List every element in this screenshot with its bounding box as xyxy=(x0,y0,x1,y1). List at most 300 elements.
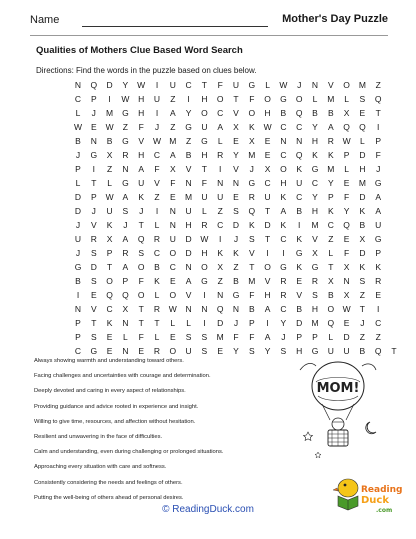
grid-letter: H xyxy=(280,178,287,188)
grid-letter: R xyxy=(122,248,129,258)
grid-letter: P xyxy=(90,94,97,104)
grid-letter: R xyxy=(280,276,287,286)
grid-letter: G xyxy=(311,346,319,356)
grid-letter: N xyxy=(217,178,224,188)
grid-letter: B xyxy=(296,206,303,216)
grid-letter: F xyxy=(201,178,207,188)
grid-letter: Z xyxy=(375,80,381,90)
grid-letter: I xyxy=(155,206,159,216)
grid-letter: V xyxy=(233,108,239,118)
grid-letter: B xyxy=(359,346,366,356)
grid-letter: B xyxy=(359,220,366,230)
grid-letter: M xyxy=(311,318,319,328)
grid-letter: O xyxy=(295,94,303,104)
grid-letter: Y xyxy=(280,318,287,328)
grid-letter: E xyxy=(296,276,303,286)
grid-letter: F xyxy=(217,80,223,90)
grid-letter: S xyxy=(233,206,239,216)
grid-letter: F xyxy=(138,276,144,286)
grid-letter: D xyxy=(217,318,224,328)
balloon-text: MOM! xyxy=(316,381,360,396)
grid-letter: K xyxy=(375,262,382,272)
grid-letter: B xyxy=(185,150,192,160)
worksheet-subtitle: Qualities of Mothers Clue Based Word Search xyxy=(36,45,243,56)
grid-letter: L xyxy=(123,332,128,342)
grid-letter: U xyxy=(264,192,271,202)
grid-letter: I xyxy=(203,290,206,300)
grid-letter: E xyxy=(343,318,350,328)
grid-letter: R xyxy=(217,150,224,160)
grid-letter: I xyxy=(155,108,159,118)
grid-letter: S xyxy=(201,332,208,342)
grid-letter: N xyxy=(122,346,129,356)
copyright-symbol: © xyxy=(162,504,170,515)
grid-letter: W xyxy=(342,304,351,314)
grid-letter: J xyxy=(233,234,239,244)
grid-letter: Q xyxy=(327,318,335,328)
grid-letter: J xyxy=(91,206,96,216)
grid-letter: K xyxy=(296,262,303,272)
grid-letter: N xyxy=(122,164,129,174)
grid-letter: O xyxy=(169,290,177,300)
grid-letter: E xyxy=(233,192,239,202)
grid-letter: W xyxy=(105,122,114,132)
grid-letter: O xyxy=(137,262,145,272)
grid-letter: D xyxy=(359,192,366,202)
grid-letter: F xyxy=(170,178,176,188)
grid-letter: E xyxy=(264,150,271,160)
grid-letter: B xyxy=(312,108,318,118)
grid-letter: Z xyxy=(359,290,365,300)
grid-letter: I xyxy=(377,122,380,132)
grid-letter: I xyxy=(282,248,285,258)
grid-letter: P xyxy=(75,164,81,174)
grid-letter: O xyxy=(169,248,177,258)
grid-letter: K xyxy=(359,206,366,216)
grid-letter: B xyxy=(75,276,81,286)
grid-letter: Z xyxy=(375,332,381,342)
grid-letter: F xyxy=(138,332,144,342)
grid-letter: M xyxy=(185,192,193,202)
grid-letter: E xyxy=(90,122,97,132)
grid-letter: Q xyxy=(295,108,303,118)
grid-letter: K xyxy=(217,248,224,258)
grid-letter: C xyxy=(311,178,319,188)
grid-letter: S xyxy=(138,248,145,258)
grid-letter: O xyxy=(327,304,335,314)
grid-letter: D xyxy=(232,220,240,230)
grid-letter: V xyxy=(264,276,271,286)
grid-letter: P xyxy=(375,248,382,258)
grid-letter: G xyxy=(201,136,208,146)
grid-letter: O xyxy=(343,80,350,90)
grid-letter: P xyxy=(248,318,255,328)
grid-letter: M xyxy=(106,108,114,118)
clue-item: Deeply devoted and caring in every aspect of relationships. xyxy=(34,388,186,395)
grid-letter: U xyxy=(185,206,192,216)
grid-letter: U xyxy=(375,220,382,230)
site-link[interactable]: ReadingDuck.com xyxy=(172,504,254,515)
grid-letter: Z xyxy=(185,136,192,146)
grid-letter: H xyxy=(311,136,319,146)
grid-letter: B xyxy=(327,290,334,300)
grid-letter: S xyxy=(122,206,129,216)
grid-letter: H xyxy=(264,290,271,300)
grid-letter: D xyxy=(343,332,350,342)
grid-letter: E xyxy=(169,332,176,342)
grid-letter: N xyxy=(169,206,176,216)
grid-letter: X xyxy=(343,290,350,300)
grid-letter: X xyxy=(233,122,239,132)
grid-letter: M xyxy=(311,220,319,230)
grid-letter: U xyxy=(343,346,350,356)
grid-letter: Y xyxy=(264,346,271,356)
grid-letter: T xyxy=(233,94,239,104)
grid-letter: S xyxy=(248,346,255,356)
grid-letter: H xyxy=(296,346,303,356)
grid-letter: H xyxy=(201,94,208,104)
grid-letter: H xyxy=(311,304,319,314)
grid-letter: L xyxy=(312,94,318,104)
grid-letter: B xyxy=(75,136,81,146)
grid-letter: A xyxy=(217,122,224,132)
grid-letter: S xyxy=(359,94,366,104)
grid-letter: T xyxy=(264,234,271,244)
grid-letter: T xyxy=(249,262,255,272)
grid-letter: K xyxy=(327,150,334,160)
grid-letter: B xyxy=(327,108,334,118)
grid-letter: A xyxy=(122,192,129,202)
grid-letter: W xyxy=(137,80,146,90)
grid-letter: K xyxy=(327,206,334,216)
grid-letter: P xyxy=(312,332,318,342)
grid-letter: L xyxy=(344,164,349,174)
grid-letter: U xyxy=(138,178,145,188)
grid-letter: K xyxy=(359,262,366,272)
grid-letter: W xyxy=(168,304,177,314)
grid-letter: B xyxy=(296,304,303,314)
grid-letter: V xyxy=(185,290,192,300)
grid-letter: V xyxy=(90,220,97,230)
grid-letter: I xyxy=(108,94,111,104)
grid-letter: A xyxy=(122,262,129,272)
grid-letter: N xyxy=(296,136,303,146)
grid-letter: T xyxy=(138,318,144,328)
grid-letter: G xyxy=(295,248,303,258)
grid-letter: A xyxy=(185,276,192,286)
grid-letter: J xyxy=(75,248,81,258)
grid-letter: E xyxy=(343,234,350,244)
grid-letter: Z xyxy=(170,122,176,132)
grid-letter: M xyxy=(216,332,224,342)
grid-letter: P xyxy=(122,276,129,286)
grid-letter: V xyxy=(312,234,318,244)
grid-letter: J xyxy=(376,164,381,174)
grid-letter: X xyxy=(122,304,129,314)
grid-letter: P xyxy=(90,192,97,202)
grid-letter: S xyxy=(201,346,208,356)
grid-letter: N xyxy=(343,276,350,286)
grid-letter: E xyxy=(106,332,113,342)
grid-letter: Z xyxy=(122,122,128,132)
grid-letter: S xyxy=(90,276,97,286)
grid-letter: C xyxy=(169,262,176,272)
grid-letter: H xyxy=(138,94,145,104)
grid-letter: G xyxy=(232,290,240,300)
grid-letter: E xyxy=(375,290,382,300)
grid-letter: W xyxy=(152,136,162,146)
clue-item: Facing challenges and uncertainties with courage and determination. xyxy=(34,373,211,380)
grid-letter: N xyxy=(201,304,208,314)
grid-letter: M xyxy=(358,178,366,188)
grid-letter: I xyxy=(219,234,222,244)
grid-letter: T xyxy=(91,318,97,328)
grid-letter: E xyxy=(106,346,113,356)
grid-letter: G xyxy=(374,178,382,188)
grid-letter: X xyxy=(343,108,350,118)
grid-letter: Q xyxy=(359,122,366,132)
grid-letter: A xyxy=(280,206,287,216)
grid-letter: T xyxy=(375,108,381,118)
grid-letter: D xyxy=(74,192,82,202)
grid-letter: K xyxy=(248,122,255,132)
grid-letter: V xyxy=(185,164,192,174)
grid-letter: R xyxy=(280,290,287,300)
grid-letter: K xyxy=(312,150,318,160)
grid-letter: L xyxy=(328,332,334,342)
grid-letter: L xyxy=(186,318,191,328)
grid-letter: T xyxy=(264,206,271,216)
grid-letter: S xyxy=(90,248,97,258)
grid-letter: D xyxy=(90,262,97,272)
grid-letter: Z xyxy=(217,276,223,286)
grid-letter: U xyxy=(169,234,176,244)
grid-letter: Z xyxy=(359,332,365,342)
grid-letter: R xyxy=(90,234,97,244)
grid-letter: C xyxy=(106,304,113,314)
grid-letter: Q xyxy=(137,234,145,244)
grid-letter: C xyxy=(74,346,82,356)
clue-item: Willing to give time, resources, and affection without hesitation. xyxy=(34,418,196,425)
grid-letter: U xyxy=(201,122,208,132)
grid-letter: O xyxy=(264,94,271,104)
grid-letter: Q xyxy=(248,206,256,216)
grid-letter: A xyxy=(264,332,271,342)
grid-letter: O xyxy=(201,108,208,118)
grid-letter: I xyxy=(76,290,80,300)
grid-letter: X xyxy=(343,262,350,272)
grid-letter: G xyxy=(311,164,319,174)
grid-letter: Y xyxy=(185,108,192,118)
grid-letter: Z xyxy=(233,262,239,272)
grid-letter: J xyxy=(249,164,254,174)
grid-letter: G xyxy=(248,80,256,90)
grid-letter: M xyxy=(248,150,256,160)
grid-letter: L xyxy=(360,136,365,146)
clue-item: Consistently considering the needs and feelings of others. xyxy=(34,479,183,486)
grid-letter: B xyxy=(154,262,160,272)
grid-letter: F xyxy=(233,332,239,342)
grid-letter: P xyxy=(343,150,350,160)
grid-letter: W xyxy=(342,136,351,146)
grid-letter: B xyxy=(248,304,255,314)
clue-item: Approaching every situation with care and softness. xyxy=(34,464,167,471)
grid-letter: E xyxy=(217,346,224,356)
grid-letter: I xyxy=(266,248,269,258)
grid-letter: C xyxy=(280,150,287,160)
grid-letter: F xyxy=(249,332,255,342)
grid-letter: J xyxy=(297,80,302,90)
grid-letter: T xyxy=(91,178,97,188)
grid-letter: U xyxy=(153,94,161,104)
mom-balloon-illustration xyxy=(292,352,384,464)
grid-letter: C xyxy=(217,108,224,118)
grid-letter: H xyxy=(264,108,271,118)
grid-letter: J xyxy=(281,332,286,342)
grid-letter: L xyxy=(217,136,223,146)
grid-letter: H xyxy=(138,150,145,160)
grid-letter: L xyxy=(154,290,160,300)
grid-letter: W xyxy=(200,234,209,244)
grid-letter: C xyxy=(74,94,82,104)
grid-letter: U xyxy=(106,206,113,216)
grid-letter: Q xyxy=(295,150,303,160)
grid-letter: G xyxy=(374,234,382,244)
grid-letter: C xyxy=(280,122,287,132)
grid-letter: Z xyxy=(217,206,223,216)
grid-letter: D xyxy=(185,234,192,244)
grid-letter: E xyxy=(343,178,350,188)
grid-letter: H xyxy=(185,220,192,230)
grid-letter: N xyxy=(185,304,192,314)
grid-letter: G xyxy=(311,262,319,272)
grid-letter: E xyxy=(169,276,176,286)
grid-letter: X xyxy=(106,150,113,160)
grid-letter: I xyxy=(219,164,222,174)
grid-letter: Q xyxy=(343,122,350,132)
grid-letter: L xyxy=(154,220,160,230)
grid-letter: T xyxy=(138,304,144,314)
grid-letter: R xyxy=(153,234,161,244)
grid-letter: C xyxy=(217,220,224,230)
grid-letter: N xyxy=(232,178,240,188)
header-divider xyxy=(30,35,388,36)
grid-letter: M xyxy=(327,164,335,174)
grid-letter: K xyxy=(233,248,239,258)
grid-letter: A xyxy=(122,234,129,244)
grid-letter: C xyxy=(327,220,334,230)
grid-letter: F xyxy=(249,290,255,300)
grid-letter: H xyxy=(201,150,208,160)
grid-letter: D xyxy=(359,150,366,160)
grid-letter: Y xyxy=(327,178,334,188)
grid-letter: C xyxy=(264,178,271,188)
grid-letter: K xyxy=(248,220,255,230)
grid-letter: S xyxy=(359,276,366,286)
grid-letter: B xyxy=(280,108,287,118)
grid-letter: Z xyxy=(170,94,176,104)
puzzle-title: Mother's Day Puzzle xyxy=(282,13,388,25)
grid-letter: R xyxy=(311,276,319,286)
grid-letter: Q xyxy=(106,290,113,300)
grid-letter: V xyxy=(296,290,303,300)
grid-letter: C xyxy=(296,192,303,202)
grid-letter: W xyxy=(73,122,83,132)
grid-letter: O xyxy=(137,290,145,300)
grid-letter: D xyxy=(296,318,303,328)
grid-letter: D xyxy=(185,248,192,258)
grid-letter: B xyxy=(106,136,113,146)
grid-letter: O xyxy=(106,276,113,286)
grid-letter: S xyxy=(185,332,192,342)
grid-letter: N xyxy=(169,220,176,230)
grid-letter: C xyxy=(153,248,161,258)
grid-letter: J xyxy=(154,122,160,132)
grid-letter: J xyxy=(75,150,81,160)
grid-letter: C xyxy=(296,122,303,132)
grid-letter: I xyxy=(203,318,206,328)
grid-letter: Z xyxy=(106,164,113,174)
grid-letter: E xyxy=(90,290,97,300)
grid-letter: T xyxy=(106,262,113,272)
grid-letter: G xyxy=(185,122,192,132)
grid-letter: N xyxy=(232,304,240,314)
grid-letter: C xyxy=(280,234,287,244)
grid-letter: Q xyxy=(90,80,98,90)
grid-letter: W xyxy=(121,94,130,104)
grid-letter: P xyxy=(75,332,81,342)
grid-letter: N xyxy=(311,80,319,90)
grid-letter: W xyxy=(279,80,288,90)
grid-letter: H xyxy=(201,248,208,258)
grid-letter: A xyxy=(264,304,271,314)
grid-letter: R xyxy=(153,304,161,314)
grid-letter: Y xyxy=(343,206,350,216)
grid-letter: R xyxy=(201,220,208,230)
grid-letter: N xyxy=(185,262,192,272)
grid-letter: H xyxy=(311,206,319,216)
grid-letter: N xyxy=(74,304,82,314)
grid-letter: U xyxy=(232,80,240,90)
grid-letter: L xyxy=(75,178,81,188)
grid-letter: V xyxy=(248,248,255,258)
header xyxy=(30,10,388,32)
grid-letter: X xyxy=(327,276,334,286)
grid-letter: A xyxy=(138,164,145,174)
grid-letter: G xyxy=(90,346,98,356)
grid-letter: T xyxy=(201,164,207,174)
grid-letter: F xyxy=(249,94,255,104)
clue-item: Always showing warmth and understanding toward others. xyxy=(34,358,184,364)
directions-text: Directions: Find the words in the puzzle based on clues below. xyxy=(36,66,257,75)
grid-letter: V xyxy=(138,136,145,146)
grid-letter: L xyxy=(202,206,207,216)
grid-letter: E xyxy=(233,136,239,146)
grid-letter: Z xyxy=(328,234,334,244)
logo-text-suffix: .com xyxy=(376,507,393,514)
grid-letter: M xyxy=(169,136,177,146)
grid-letter: E xyxy=(138,346,145,356)
grid-letter: V xyxy=(90,304,97,314)
grid-letter: F xyxy=(138,122,144,132)
grid-letter: L xyxy=(265,80,270,90)
grid-letter: H xyxy=(359,164,366,174)
grid-letter: T xyxy=(154,318,160,328)
grid-letter: R xyxy=(375,276,382,286)
grid-letter: I xyxy=(155,80,159,90)
grid-letter: Q xyxy=(343,220,350,230)
grid-letter: T xyxy=(138,220,144,230)
